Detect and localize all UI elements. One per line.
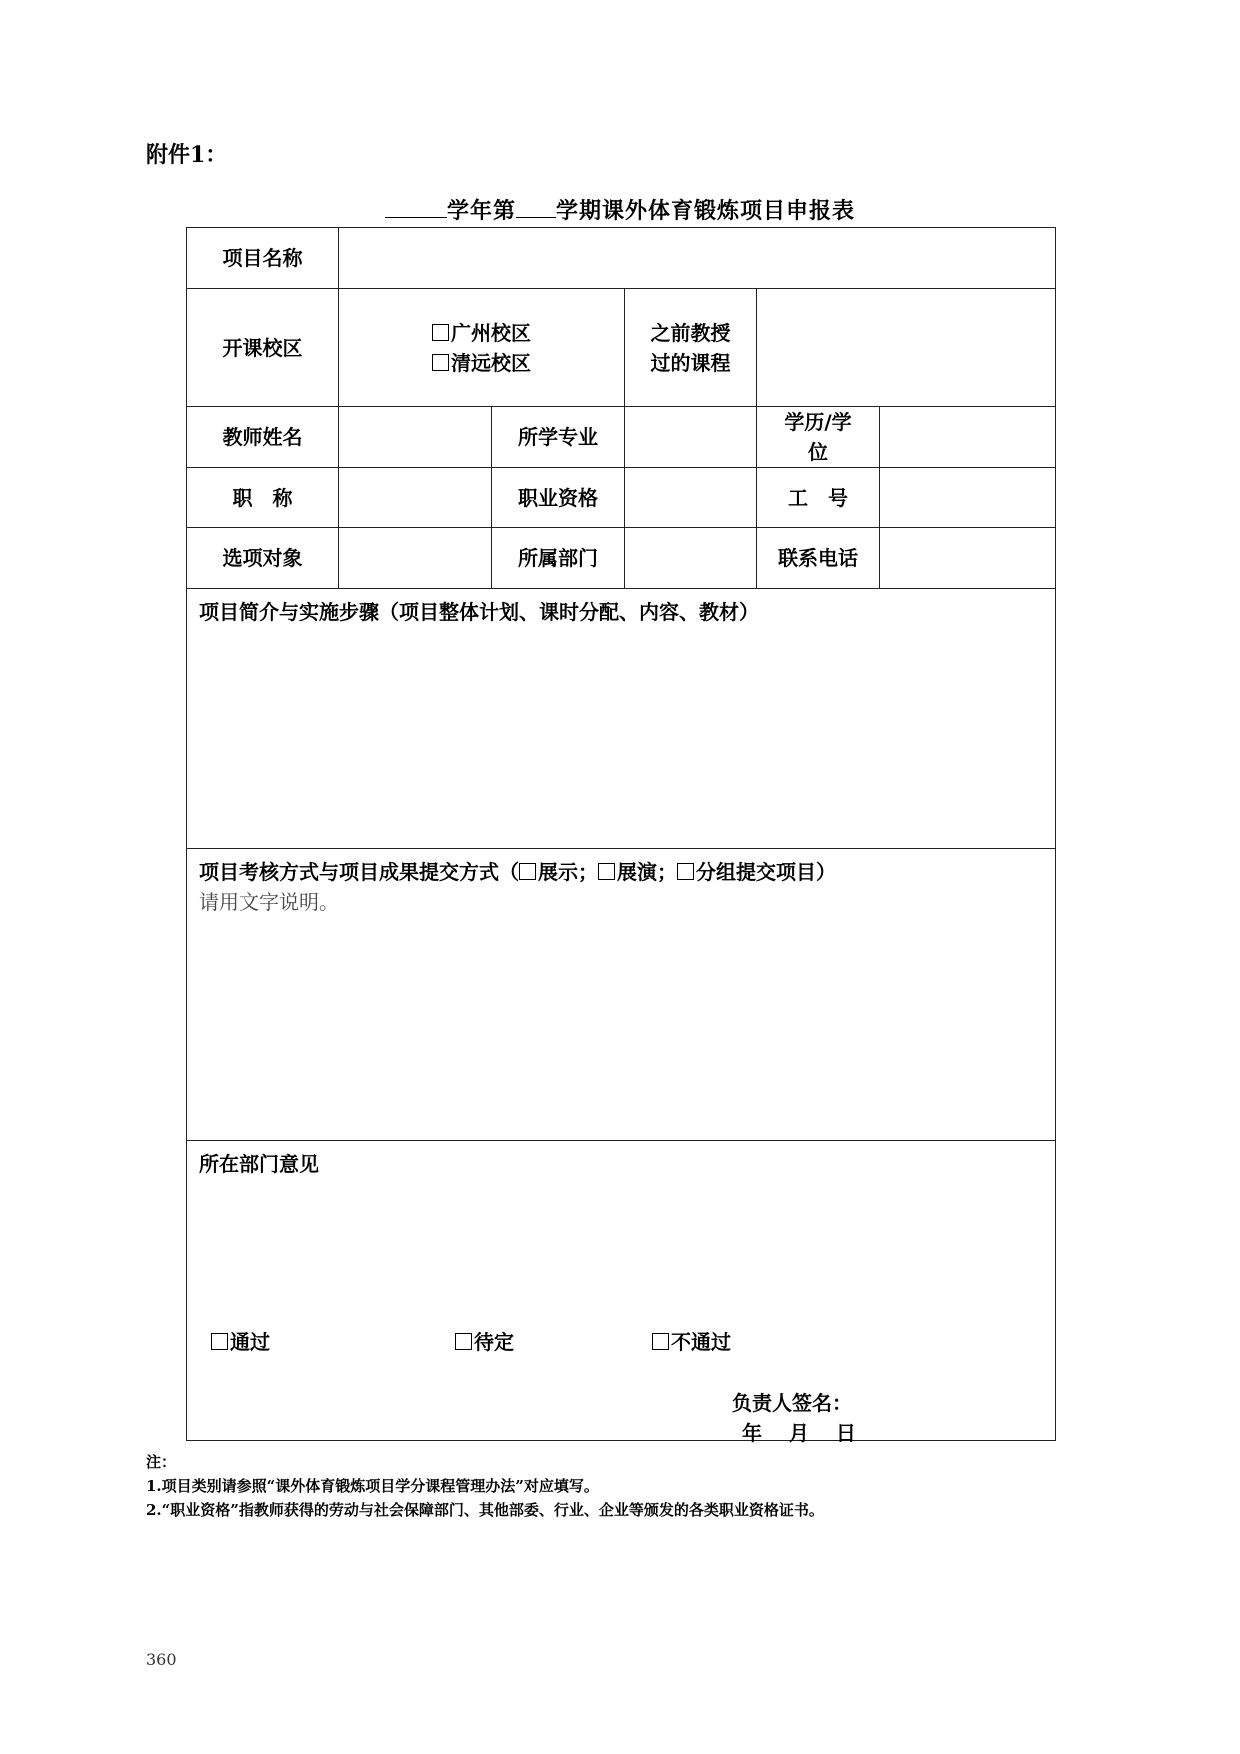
notes bbox=[146, 1450, 824, 1522]
staff-no-field[interactable] bbox=[880, 468, 1056, 528]
note-item: 2.“职业资格”指教师获得的劳动与社会保障部门、其他部委、行业、企业等颁发的各类职业资格证书。 bbox=[146, 1501, 824, 1519]
degree-label: 学历/学 位 bbox=[757, 407, 880, 468]
staff-no-label: 工 号 bbox=[757, 468, 880, 528]
project-name-field[interactable] bbox=[339, 228, 1056, 289]
notes-heading: 注： bbox=[146, 1453, 177, 1471]
department-label: 所属部门 bbox=[492, 528, 625, 589]
date-label: 年 月 日 bbox=[742, 1421, 856, 1445]
major-field[interactable] bbox=[625, 407, 757, 468]
page-number: 360 bbox=[146, 1650, 177, 1669]
major-label: 所学专业 bbox=[492, 407, 625, 468]
dept-opinion-field[interactable] bbox=[187, 1141, 1056, 1445]
checkbox-icon[interactable] bbox=[598, 863, 615, 880]
teacher-row bbox=[187, 407, 1056, 468]
title-label: 职 称 bbox=[187, 468, 339, 528]
academic-year-blank[interactable] bbox=[385, 197, 447, 218]
assessment-hint: 请用文字说明。 bbox=[199, 890, 339, 914]
checkbox-icon[interactable] bbox=[432, 324, 449, 341]
campus-row bbox=[187, 289, 1056, 407]
checkbox-icon[interactable] bbox=[211, 1333, 228, 1350]
decision-approve[interactable]: 通过 bbox=[211, 1327, 270, 1357]
assessment-label: 项目考核方式与项目成果提交方式（ 展示； 展演； 分组提交项目） bbox=[199, 860, 836, 884]
attachment-label: 附件1： bbox=[146, 142, 228, 168]
degree-field[interactable] bbox=[880, 407, 1056, 468]
target-label: 选项对象 bbox=[187, 528, 339, 589]
application-form-table bbox=[186, 227, 1056, 1445]
target-field[interactable] bbox=[339, 528, 492, 589]
semester-blank[interactable] bbox=[516, 197, 556, 218]
qualification-label: 职业资格 bbox=[492, 468, 625, 528]
intro-label: 项目简介与实施步骤（项目整体计划、课时分配、内容、教材） bbox=[199, 600, 759, 624]
title-row bbox=[187, 468, 1056, 528]
project-name-label: 项目名称 bbox=[187, 228, 339, 289]
phone-field[interactable] bbox=[880, 528, 1056, 589]
target-row bbox=[187, 528, 1056, 589]
intro-row bbox=[187, 589, 1056, 849]
teacher-name-label: 教师姓名 bbox=[187, 407, 339, 468]
campus-label: 开课校区 bbox=[187, 289, 339, 407]
title-field[interactable] bbox=[339, 468, 492, 528]
checkbox-icon[interactable] bbox=[652, 1333, 669, 1350]
project-name-row bbox=[187, 228, 1056, 289]
campus-option-qingyuan[interactable]: 清远校区 bbox=[339, 348, 624, 378]
prior-courses-field[interactable] bbox=[757, 289, 1056, 407]
intro-field[interactable] bbox=[187, 589, 1056, 849]
dept-opinion-row bbox=[187, 1141, 1056, 1441]
prior-courses-label: 之前教授 过的课程 bbox=[625, 289, 757, 407]
assessment-field[interactable] bbox=[187, 849, 1056, 1141]
decision-pending[interactable]: 待定 bbox=[455, 1327, 514, 1357]
checkbox-icon[interactable] bbox=[432, 354, 449, 371]
qualification-field[interactable] bbox=[625, 468, 757, 528]
form-title: 学年第 学期课外体育锻炼项目申报表 bbox=[0, 194, 1240, 225]
checkbox-icon[interactable] bbox=[519, 863, 536, 880]
department-field[interactable] bbox=[625, 528, 757, 589]
signature-block bbox=[732, 1388, 856, 1448]
checkbox-icon[interactable] bbox=[455, 1333, 472, 1350]
phone-label: 联系电话 bbox=[757, 528, 880, 589]
campus-options bbox=[339, 289, 625, 407]
assessment-row bbox=[187, 849, 1056, 1141]
dept-opinion-label: 所在部门意见 bbox=[199, 1152, 319, 1176]
decision-reject[interactable]: 不通过 bbox=[652, 1327, 731, 1357]
teacher-name-field[interactable] bbox=[339, 407, 492, 468]
signature-label: 负责人签名： bbox=[732, 1391, 852, 1415]
note-item: 1.项目类别请参照“课外体育锻炼项目学分课程管理办法”对应填写。 bbox=[146, 1477, 599, 1495]
campus-option-guangzhou[interactable]: 广州校区 bbox=[339, 318, 624, 348]
checkbox-icon[interactable] bbox=[677, 863, 694, 880]
